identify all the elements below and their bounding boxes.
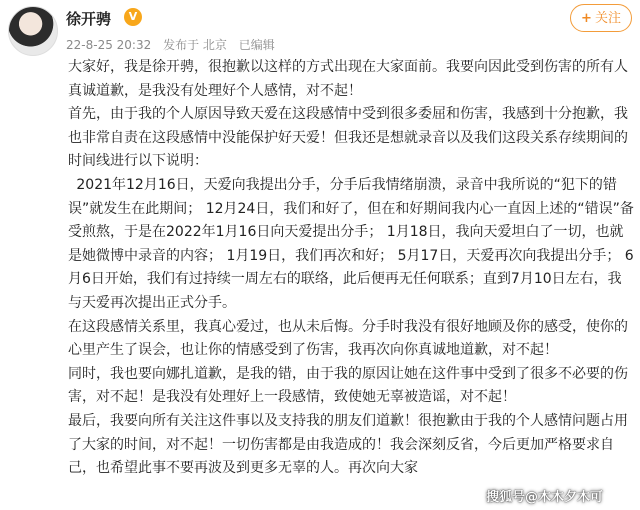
watermark: 搜狐号@木木夕木可 (486, 490, 604, 505)
post-header (0, 0, 640, 58)
paragraph-5: 同时，我也要向娜扎道歉，是我的错，由于我的原因让她在这件事中受到了很多不必要的伤害，对不起！是我没有处理好上一段感情，致使她无辜被造谣，对不起！ (68, 365, 628, 406)
avatar[interactable] (8, 6, 58, 56)
post-meta (66, 36, 283, 53)
post-source: 发布于 北京 (163, 38, 227, 52)
follow-button[interactable] (570, 4, 632, 32)
post-timestamp: 22-8-25 20:32 (66, 38, 152, 52)
author-name[interactable]: 徐开骋 (66, 10, 112, 28)
paragraph-4: 在这段感情关系里，我真心爱过，也从未后悔。分手时我没有很好地顾及你的感受，使你的心里产生了误会，也让你的情感受到了伤害，我再次向你真诚地道歉，对不起！ (68, 318, 628, 359)
paragraph-6: 最后，我要向所有关注这件事以及支持我的朋友们道歉！很抱歉由于我的个人感情问题占用了大家的时间，对不起！一切伤害都是由我造成的！我会深刻反省，今后更加严格要求自己，也希望此事不要再波及到更多无辜的人。再次向大家 (68, 412, 628, 477)
paragraph-2: 首先，由于我的个人原因导致天爱在这段感情中受到很多委屈和伤害，我感到十分抱歉，我也非常自责在这段感情中没能保护好天爱！但我还是想就录音以及我们这段关系存续期间的时间线进行以下说明： (68, 106, 628, 170)
post-body (68, 56, 634, 481)
paragraph-1: 大家好，我是徐开骋，很抱歉以这样的方式出现在大家面前。我要向因此受到伤害的所有人真诚道歉，是我没有处理好个人感情，对不起！ (68, 59, 628, 99)
plus-icon: + (581, 11, 592, 26)
paragraph-3: 2021年12月16日，天爱向我提出分手，分手后我情绪崩溃，录音中我所说的“犯下的错误”就发生在此期间； 12月24日，我们和好了，但在和好期间我内心一直因上述的“错误”备受煎熬，于是在2022年1月16日向天爱提出分手； 1月18日，我向天爱坦白了一切，也就是她微博中录音的内容； 1月19日，我们再次和好； 5月17日，天爱再次向我提出分手； 6月6日开始，我们有过持续一周左右的联络，此后便再无任何联系；直到7月10日左右，我与天爱再次提出正式分手。 (68, 176, 634, 311)
verified-badge-icon: V (124, 8, 142, 26)
follow-label: 关注 (594, 11, 621, 26)
edited-label[interactable]: 已编辑 (238, 38, 275, 52)
